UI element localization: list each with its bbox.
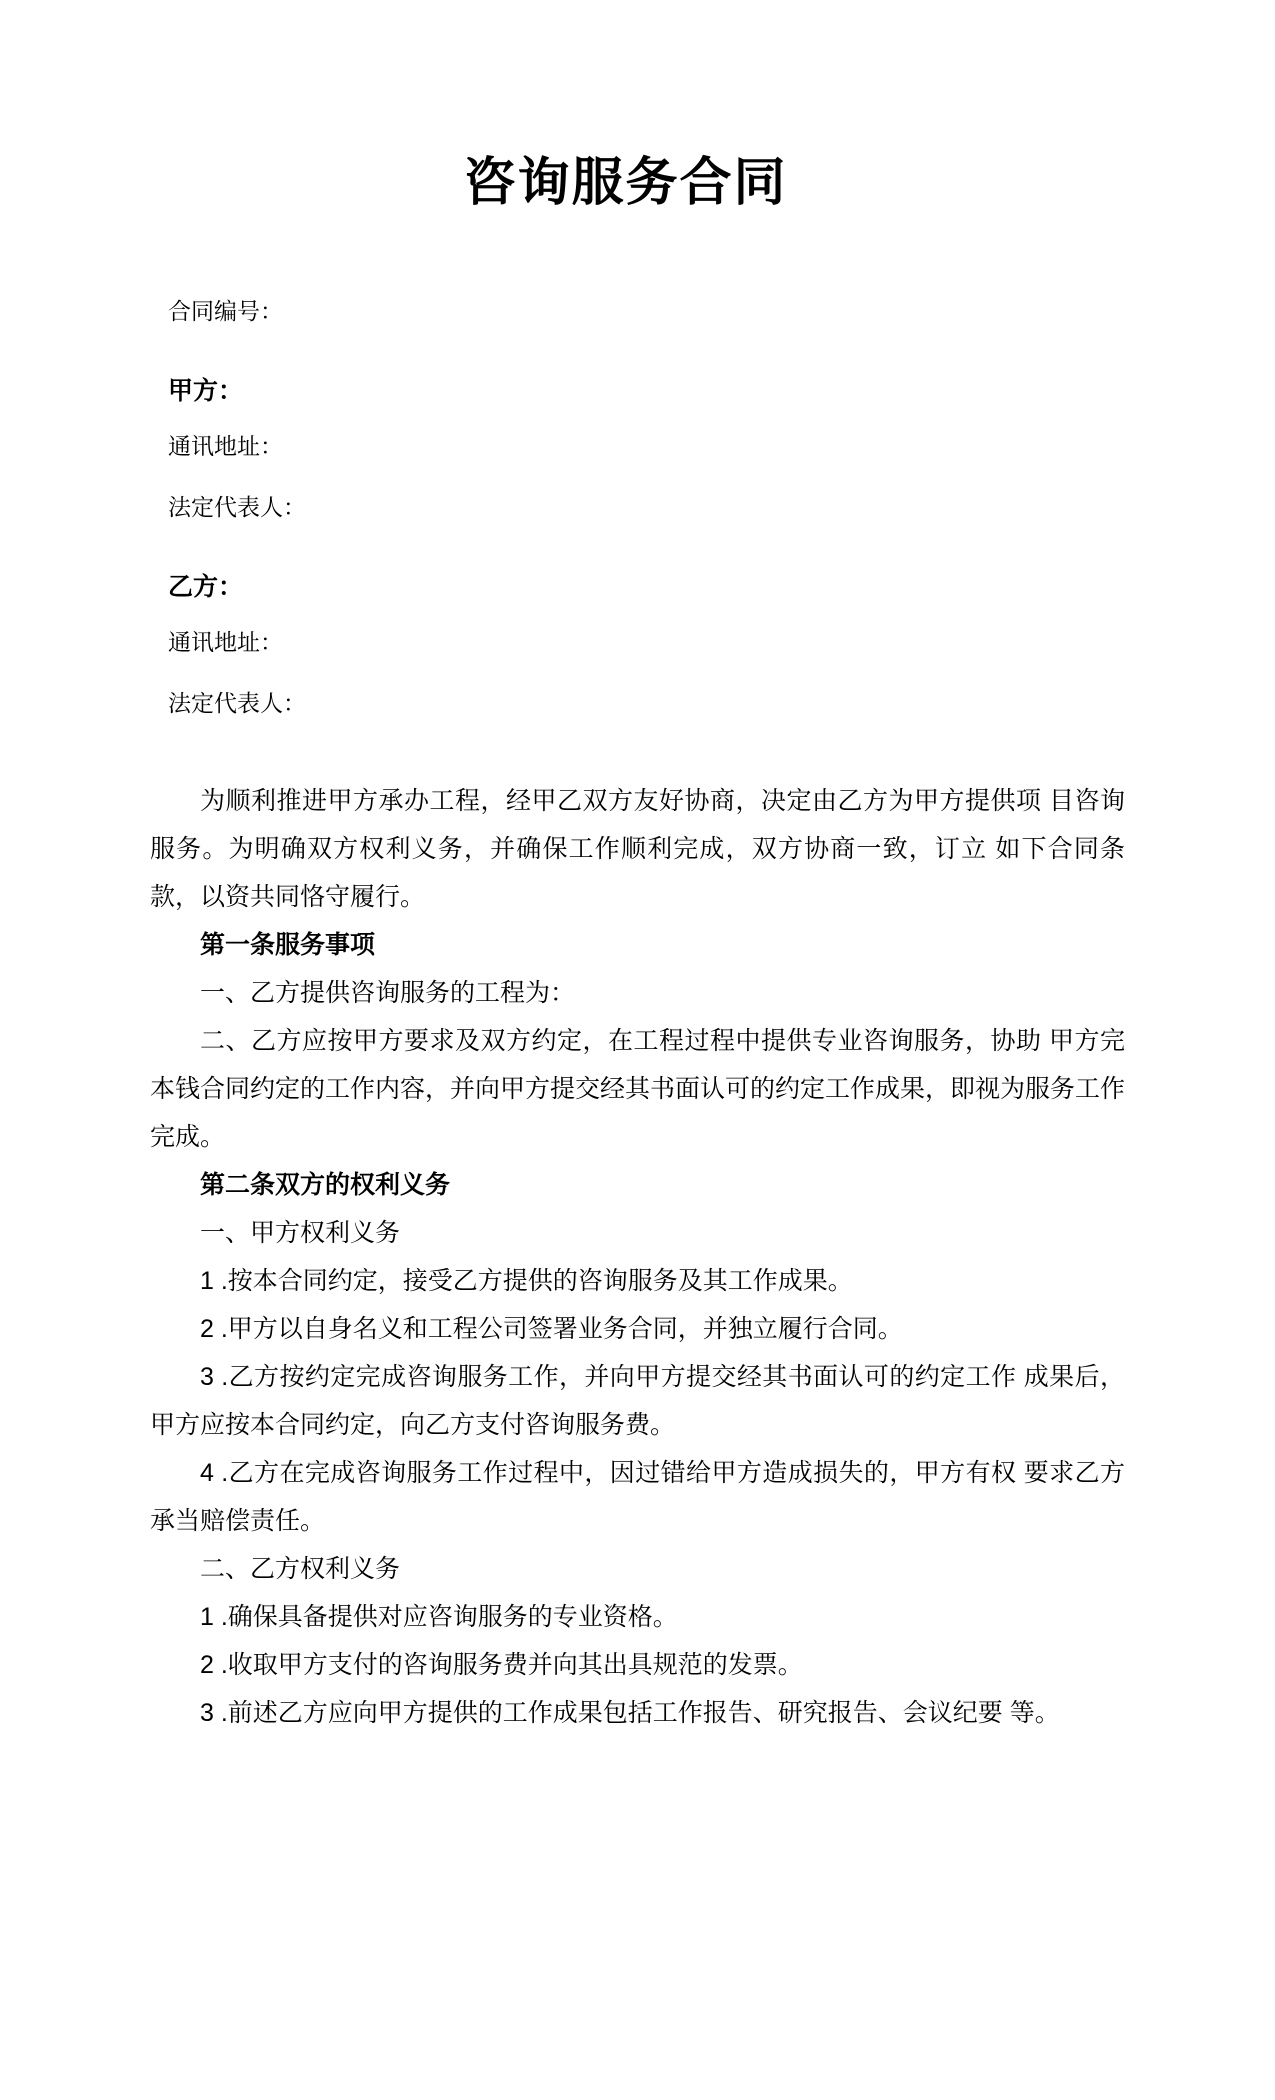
section-2-subsection-b-item-1: 1 .确保具备提供对应咨询服务的专业资格。 [200, 1603, 678, 1632]
party-b-legal-rep-label: 法定代表人： [168, 690, 306, 717]
party-a-legal-rep-label: 法定代表人： [168, 494, 306, 521]
section-2-subsection-a-item-1: 1 .按本合同约定，接受乙方提供的咨询服务及其工作成果。 [200, 1267, 853, 1296]
section-1-item-2: 二、乙方应按甲方要求及双方约定，在工程过程中提供专业咨询服务，协助 甲方完本钱合同约定的工作内容，并向甲方提交经其书面认可的约定工作成果，即视为服务工作完成。 [150, 1027, 1126, 1152]
spacer [168, 404, 1125, 435]
preamble-paragraph: 为顺利推进甲方承办工程，经甲乙双方友好协商，决定由乙方为甲方提供项 目咨询服务。为明确双方权利义务，并确保工作顺利完成，双方协商一致，订立 如下合同条款，以资共同恪守履行。 [150, 787, 1125, 912]
contract-header-fields [150, 300, 1125, 715]
spacer [168, 323, 1125, 379]
document-body [150, 777, 1125, 1737]
document-content [150, 0, 1125, 1737]
party-b-label: 乙方： [168, 573, 244, 602]
section-2-subsection-a-item-3: 3 .乙方按约定完成咨询服务工作，并向甲方提交经其书面认可的约定工作 成果后，甲方应按本合同约定，向乙方支付咨询服务费。 [150, 1363, 1125, 1440]
spacer [168, 519, 1125, 575]
contract-number-label: 合同编号： [168, 298, 283, 325]
section-heading-2: 第二条双方的权利义务 [200, 1171, 451, 1200]
section-2-subsection-a-item-2: 2 .甲方以自身名义和工程公司签署业务合同，并独立履行合同。 [200, 1315, 903, 1344]
section-2-subsection-b-label: 二、乙方权利义务 [200, 1555, 401, 1584]
section-2-subsection-a-label: 一、甲方权利义务 [200, 1219, 401, 1248]
party-a-label: 甲方： [168, 377, 244, 406]
spacer [168, 458, 1125, 496]
section-2-subsection-b-item-2: 2 .收取甲方支付的咨询服务费并向其出具规范的发票。 [200, 1651, 803, 1680]
section-2-subsection-b-item-3: 3 .前述乙方应向甲方提供的工作成果包括工作报告、研究报告、会议纪要 等。 [200, 1699, 1060, 1728]
spacer [168, 600, 1125, 631]
party-b-address-label: 通讯地址： [168, 629, 283, 656]
party-a-address-label: 通讯地址： [168, 433, 283, 460]
section-2-subsection-a-item-4: 4 .乙方在完成咨询服务工作过程中，因过错给甲方造成损失的，甲方有权 要求乙方承当赔偿责任。 [150, 1459, 1125, 1536]
page-title: 咨询服务合同 [463, 154, 788, 212]
section-1-item-1: 一、乙方提供咨询服务的工程为： [200, 979, 576, 1008]
spacer [168, 654, 1125, 692]
section-heading-1: 第一条服务事项 [200, 931, 376, 960]
